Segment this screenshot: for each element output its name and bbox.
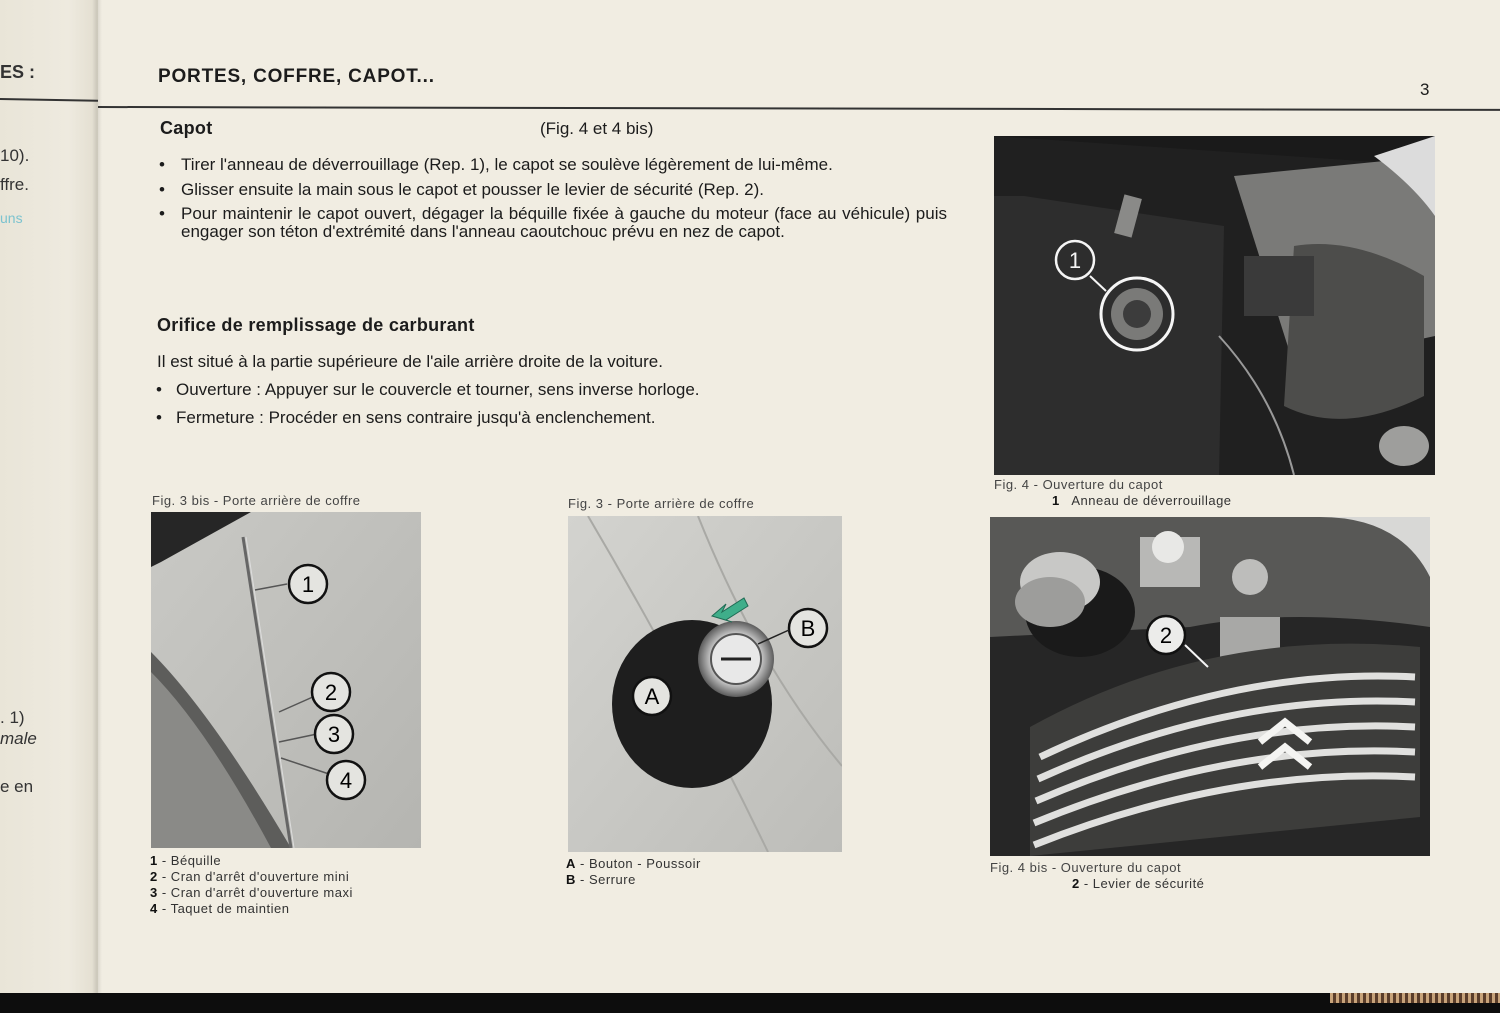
legend-item: 3 - Cran d'arrêt d'ouverture maxi (150, 885, 353, 900)
fig3-legend (566, 856, 701, 888)
fig3-marker (789, 609, 827, 647)
legend-item: 1 - Béquille (150, 853, 222, 868)
left-page-line: uns (0, 210, 23, 226)
legend-item: 4 - Taquet de maintien (150, 901, 290, 916)
fig4bis-photo (990, 517, 1430, 856)
fig3bis-marker (289, 565, 327, 603)
capot-step: • Pour maintenir le capot ouvert, dégager la béquille fixée à gauche du moteur (face au véhicule) puis engager son téton d'extrémité dans l'anneau caoutchouc prévu en nez de capot. (157, 205, 947, 241)
scan-edge-stripe (1330, 993, 1500, 1003)
page-header-title: PORTES, COFFRE, CAPOT... (158, 66, 435, 87)
fig4bis-caption: Fig. 4 bis - Ouverture du capot (990, 860, 1182, 875)
left-page-line: . 1) (0, 708, 25, 727)
fig3-marker-label: A (644, 684, 660, 709)
fig3-marker-label: B (800, 616, 816, 641)
fig3-photo (568, 516, 842, 852)
page-gutter-shadow (92, 0, 102, 995)
fig3bis-legend (150, 853, 353, 917)
fig3bis-marker-label: 1 (301, 572, 315, 597)
capot-figure-reference: (Fig. 4 et 4 bis) (540, 119, 654, 138)
fig3-caption: Fig. 3 - Porte arrière de coffre (568, 496, 755, 511)
fig3bis-photo (151, 512, 421, 848)
fig4bis-marker (1147, 616, 1185, 654)
scan-bottom-edge (0, 993, 1500, 1013)
legend-item: A - Bouton - Poussoir (566, 856, 701, 871)
fig3bis-marker (327, 761, 365, 799)
carburant-step: • Fermeture : Procéder en sens contraire jusqu'à enclenchement. (154, 408, 854, 427)
legend-item: B - Serrure (566, 872, 636, 887)
header-rule (98, 106, 1500, 111)
fig3bis-marker (312, 673, 350, 711)
carburant-intro: Il est situé à la partie supérieure de l'aile arrière droite de la voiture. (157, 352, 663, 371)
fig4-legend (1052, 493, 1232, 509)
left-page-line: 10). (0, 146, 30, 165)
fig3bis-marker (315, 715, 353, 753)
fig4bis-legend (1072, 876, 1204, 892)
fig4-photo (994, 136, 1435, 475)
fig3bis-marker-label: 3 (327, 722, 341, 747)
carburant-section-title: Orifice de remplissage de carburant (157, 315, 475, 335)
capot-step: • Glisser ensuite la main sous le capot et pousser le levier de sécurité (Rep. 2). (157, 180, 947, 199)
fig4bis-marker-label: 2 (1159, 623, 1173, 648)
fig4-caption: Fig. 4 - Ouverture du capot (994, 477, 1163, 492)
capot-instructions (157, 155, 947, 247)
fig3bis-caption: Fig. 3 bis - Porte arrière de coffre (152, 493, 361, 508)
left-page-line: ffre. (0, 175, 29, 194)
page-number: 3 (1420, 80, 1430, 99)
carburant-instructions (154, 380, 854, 433)
legend-item: 2 - Levier de sécurité (1072, 876, 1205, 891)
fig4-marker-label: 1 (1068, 248, 1082, 273)
left-page-line: male (0, 729, 37, 748)
carburant-step: • Ouverture : Appuyer sur le couvercle et tourner, sens inverse horloge. (154, 380, 854, 399)
fig3-marker (633, 677, 671, 715)
fig3bis-marker-label: 2 (324, 680, 338, 705)
legend-item: 2 - Cran d'arrêt d'ouverture mini (150, 869, 350, 884)
fig3bis-marker-label: 4 (339, 768, 353, 793)
left-page-line: e en (0, 777, 34, 796)
legend-item: 1 Anneau de déverrouillage (1052, 493, 1232, 508)
capot-step: • Tirer l'anneau de déverrouillage (Rep. 1), le capot se soulève légèrement de lui-même. (157, 155, 947, 174)
capot-section-title: Capot (160, 118, 213, 138)
left-page-header-fragment: ES : (0, 62, 36, 82)
